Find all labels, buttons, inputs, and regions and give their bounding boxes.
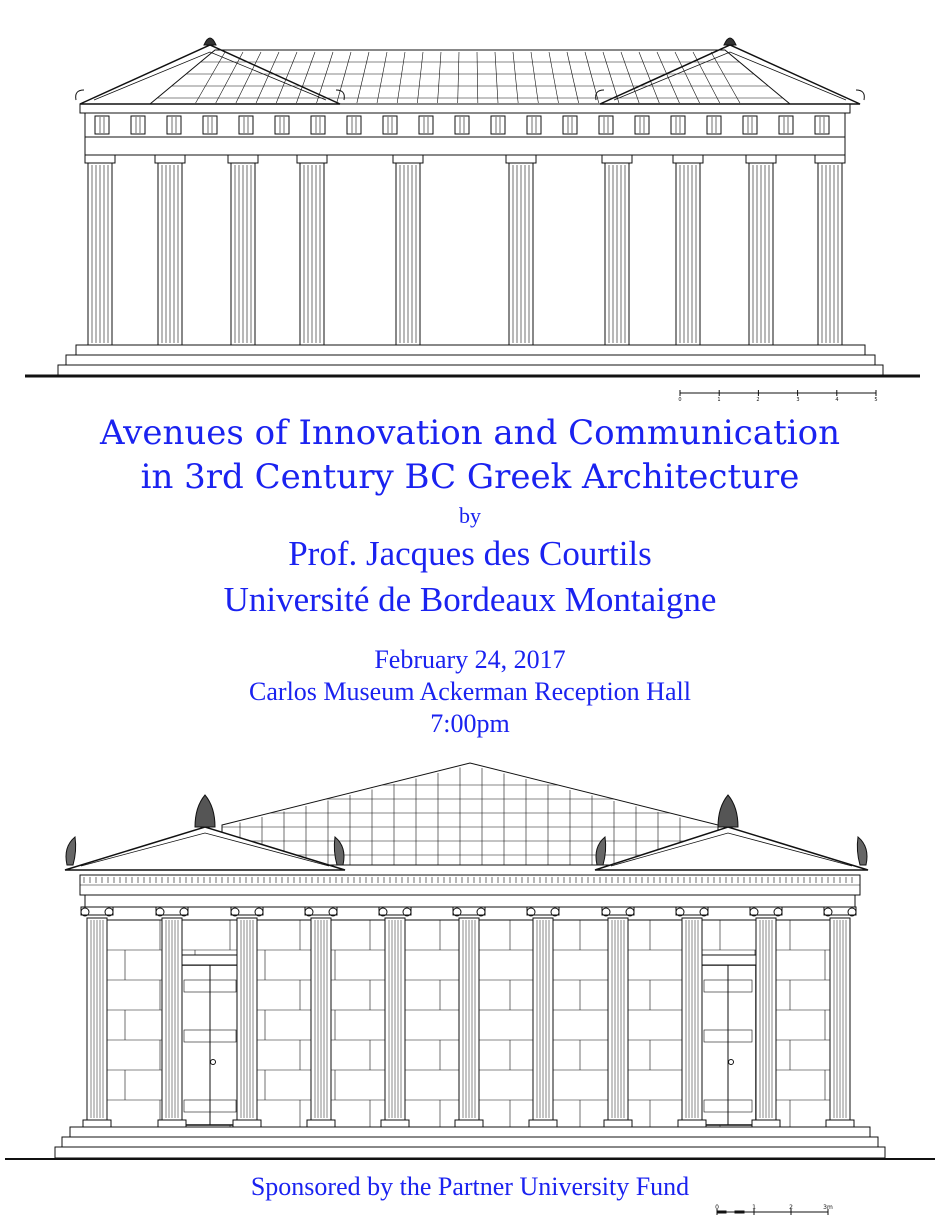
speaker-affiliation: Université de Bordeaux Montaigne xyxy=(223,580,717,619)
ionic-column xyxy=(453,907,485,1127)
doric-temple-elevation xyxy=(0,0,940,405)
triglyph xyxy=(167,116,181,134)
triglyph xyxy=(491,116,505,134)
scale-tick-label: 1 xyxy=(752,1204,756,1211)
doric-column xyxy=(228,155,258,345)
doric-column xyxy=(506,155,536,345)
by-label: by xyxy=(459,503,481,528)
scale-tick-label: 2 xyxy=(789,1204,793,1211)
architrave xyxy=(85,137,845,155)
triglyph xyxy=(455,116,469,134)
scale-tick-label: 0 xyxy=(715,1204,719,1211)
scale-tick-label: 3 xyxy=(796,397,800,403)
scale-tick-label: 0 xyxy=(678,397,682,403)
triglyph xyxy=(419,116,433,134)
temple-step xyxy=(66,355,875,365)
doric-column xyxy=(85,155,115,345)
event-date: February 24, 2017 xyxy=(374,645,566,674)
triglyph xyxy=(383,116,397,134)
lecture-title-line-1: Avenues of Innovation and Communication xyxy=(99,413,840,453)
frieze xyxy=(85,113,845,137)
triglyph xyxy=(347,116,361,134)
triglyph xyxy=(203,116,217,134)
triglyph xyxy=(95,116,109,134)
acroterion xyxy=(204,38,216,45)
doric-column xyxy=(746,155,776,345)
triglyph xyxy=(131,116,145,134)
acroterion-sculpture xyxy=(718,795,738,827)
triglyph xyxy=(275,116,289,134)
corner-acroterion xyxy=(857,837,867,865)
corner-acroterion xyxy=(66,837,76,865)
triglyph xyxy=(527,116,541,134)
temple-door xyxy=(694,955,762,1125)
triglyph xyxy=(599,116,613,134)
triglyph xyxy=(743,116,757,134)
triglyph xyxy=(635,116,649,134)
roof-tiles xyxy=(222,763,718,865)
architrave xyxy=(85,895,855,907)
ionic-column xyxy=(527,907,559,1127)
temple-door xyxy=(174,955,246,1125)
triglyph xyxy=(707,116,721,134)
temple-step xyxy=(55,1147,885,1158)
lecture-title-line-2: in 3rd Century BC Greek Architecture xyxy=(140,457,800,497)
temple-step xyxy=(58,365,883,375)
scale-bar-bottom xyxy=(700,1202,840,1220)
sponsor-line: Sponsored by the Partner University Fund xyxy=(250,1172,690,1201)
triglyph xyxy=(563,116,577,134)
ionic-column xyxy=(602,907,634,1127)
pediment xyxy=(76,38,345,104)
triglyph xyxy=(815,116,829,134)
roof-tiles xyxy=(150,50,790,104)
doric-column xyxy=(155,155,185,345)
speaker-name: Prof. Jacques des Courtils xyxy=(288,534,652,573)
temple-step xyxy=(76,345,865,355)
triglyph xyxy=(671,116,685,134)
pediment xyxy=(65,795,345,870)
acroterion-sculpture xyxy=(195,795,215,827)
scale-bar-top xyxy=(678,390,877,403)
temple-step xyxy=(62,1137,878,1147)
doric-column xyxy=(393,155,423,345)
ionic-column xyxy=(81,907,113,1127)
scale-tick-label: 2 xyxy=(756,397,760,403)
acroterion xyxy=(724,38,736,45)
cornice xyxy=(80,104,850,113)
temple-step xyxy=(70,1127,870,1137)
triglyph xyxy=(311,116,325,134)
triglyph xyxy=(239,116,253,134)
doric-column xyxy=(815,155,845,345)
doric-column xyxy=(602,155,632,345)
event-venue: Carlos Museum Ackerman Reception Hall xyxy=(249,677,691,706)
ionic-column xyxy=(379,907,411,1127)
ionic-temple-elevation xyxy=(0,755,940,1180)
scale-tick-label: 5 xyxy=(874,397,878,403)
doric-column xyxy=(673,155,703,345)
ionic-column xyxy=(824,907,856,1127)
ionic-column xyxy=(305,907,337,1127)
scale-tick-label: 3m xyxy=(823,1204,833,1211)
triglyph xyxy=(779,116,793,134)
doric-column xyxy=(297,155,327,345)
scale-tick-label: 4 xyxy=(835,397,839,403)
scale-tick-label: 1 xyxy=(717,397,721,403)
event-time: 7:00pm xyxy=(430,709,510,738)
